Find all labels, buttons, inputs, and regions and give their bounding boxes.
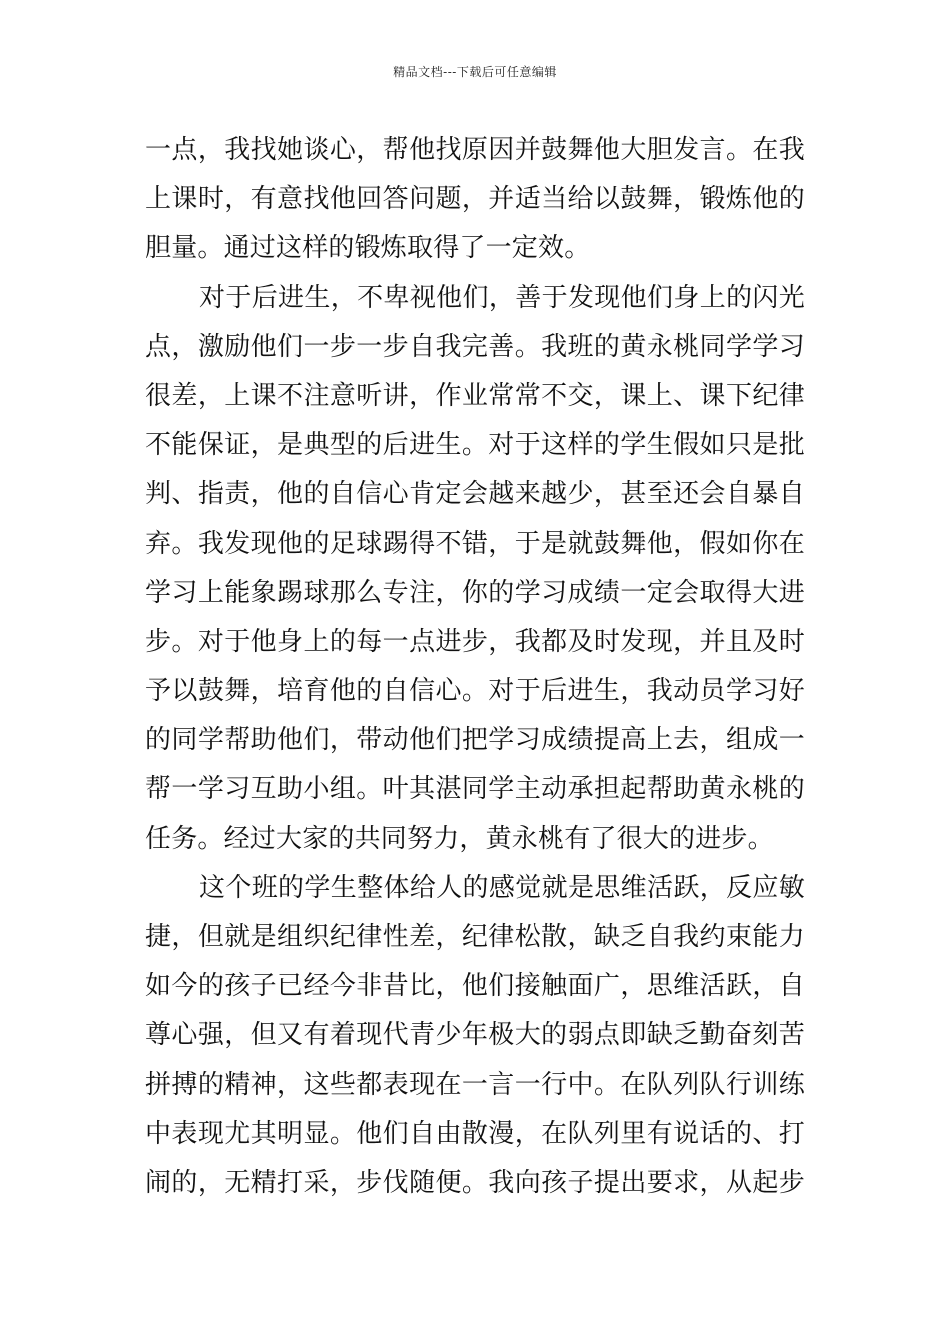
text-line: 如今的孩子已经今非昔比，他们接触面广，思维活跃，自 — [145, 971, 805, 1002]
text-line: 步。对于他身上的每一点进步，我都及时发现，并且及时 — [145, 626, 805, 657]
text-line: 一点，我找她谈心，帮他找原因并鼓舞他大胆发言。在我 — [145, 135, 805, 165]
paragraph-2 — [145, 274, 805, 864]
text-line: 不能保证，是典型的后进生。对于这样的学生假如只是批 — [145, 430, 805, 461]
text-line: 胆量。通过这样的锻炼取得了一定效。 — [145, 233, 591, 264]
text-line: 很差，上课不注意听讲，作业常常不交，课上、课下纪律 — [145, 380, 805, 411]
paragraph-3 — [145, 864, 805, 1208]
text-line: 任务。经过大家的共同努力，黄永桃有了很大的进步。 — [145, 823, 774, 854]
text-line: 闹的，无精打采，步伐随便。我向孩子提出要求，从起步 — [145, 1167, 805, 1198]
text-line: 中表现尤其明显。他们自由散漫，在队列里有说话的、打 — [145, 1118, 805, 1149]
page-header: 精品文档---下载后可任意编辑 — [393, 65, 557, 79]
text-line: 上课时，有意找他回答问题，并适当给以鼓舞，锻炼他的 — [145, 184, 805, 215]
text-line: 点，激励他们一步一步自我完善。我班的黄永桃同学学习 — [145, 331, 805, 362]
paragraph-1 — [145, 126, 805, 274]
text-line: 的同学帮助他们，带动他们把学习成绩提高上去，组成一 — [145, 725, 805, 756]
text-line: 尊心强，但又有着现代青少年极大的弱点即缺乏勤奋刻苦 — [145, 1020, 805, 1051]
text-line: 拼搏的精神，这些都表现在一言一行中。在队列队行训练 — [145, 1069, 805, 1100]
text-line: 对于后进生，不卑视他们，善于发现他们身上的闪光 — [199, 282, 805, 313]
text-line: 捷，但就是组织纪律性差，纪律松散，缺乏自我约束能力 — [145, 922, 805, 952]
text-line: 这个班的学生整体给人的感觉就是思维活跃，反应敏 — [199, 872, 805, 903]
text-line: 帮一学习互助小组。叶其湛同学主动承担起帮助黄永桃的 — [145, 774, 805, 805]
text-line: 判、指责，他的自信心肯定会越来越少，甚至还会自暴自 — [145, 479, 805, 510]
text-line: 弃。我发现他的足球踢得不错，于是就鼓舞他，假如你在 — [145, 528, 805, 559]
document-body — [145, 126, 805, 1208]
text-line: 学习上能象踢球那么专注，你的学习成绩一定会取得大进 — [145, 577, 805, 608]
text-line: 予以鼓舞，培育他的自信心。对于后进生，我动员学习好 — [145, 676, 805, 707]
